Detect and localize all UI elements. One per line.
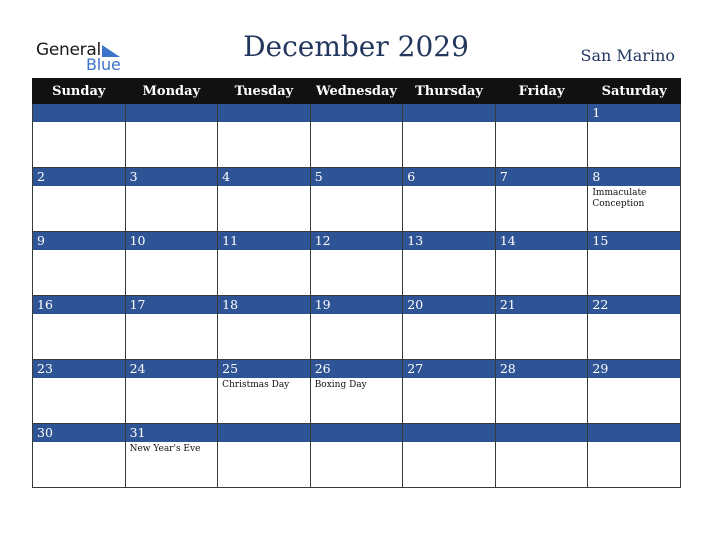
day-number: 17 xyxy=(126,296,218,314)
day-cell xyxy=(588,232,681,296)
weekday-header-row xyxy=(33,79,681,104)
weekday-header: Saturday xyxy=(588,79,681,104)
day-cell xyxy=(310,168,403,232)
day-cell xyxy=(33,232,126,296)
day-number: 16 xyxy=(33,296,125,314)
day-number: 19 xyxy=(311,296,403,314)
holiday-label xyxy=(588,314,680,316)
day-number xyxy=(588,424,680,442)
holiday-label xyxy=(311,250,403,252)
day-cell xyxy=(33,360,126,424)
weekday-header: Thursday xyxy=(403,79,496,104)
day-number: 1 xyxy=(588,104,680,122)
day-cell xyxy=(403,360,496,424)
holiday-label xyxy=(588,442,680,444)
day-number xyxy=(403,424,495,442)
holiday-label xyxy=(588,378,680,380)
day-number: 25 xyxy=(218,360,310,378)
holiday-label xyxy=(496,314,588,316)
day-cell xyxy=(33,168,126,232)
week-row xyxy=(33,104,681,168)
day-number: 18 xyxy=(218,296,310,314)
day-number: 10 xyxy=(126,232,218,250)
weekday-header: Monday xyxy=(125,79,218,104)
day-cell xyxy=(310,296,403,360)
calendar-title: December 2029 xyxy=(243,30,469,63)
day-number: 3 xyxy=(126,168,218,186)
day-cell xyxy=(403,168,496,232)
day-cell xyxy=(218,232,311,296)
day-number: 13 xyxy=(403,232,495,250)
holiday-label xyxy=(403,378,495,380)
day-cell xyxy=(403,424,496,488)
day-number: 20 xyxy=(403,296,495,314)
day-cell xyxy=(125,360,218,424)
week-row xyxy=(33,296,681,360)
day-number: 21 xyxy=(496,296,588,314)
holiday-label xyxy=(33,122,125,124)
day-cell xyxy=(495,424,588,488)
day-number: 2 xyxy=(33,168,125,186)
day-cell xyxy=(125,296,218,360)
day-number: 14 xyxy=(496,232,588,250)
day-cell xyxy=(495,296,588,360)
day-number: 24 xyxy=(126,360,218,378)
day-number: 9 xyxy=(33,232,125,250)
day-number: 5 xyxy=(311,168,403,186)
day-number: 4 xyxy=(218,168,310,186)
day-cell xyxy=(310,232,403,296)
holiday-label xyxy=(403,122,495,124)
day-cell xyxy=(125,104,218,168)
day-number: 15 xyxy=(588,232,680,250)
holiday-label xyxy=(218,314,310,316)
day-number: 22 xyxy=(588,296,680,314)
holiday-label xyxy=(311,122,403,124)
week-row xyxy=(33,232,681,296)
weekday-header: Wednesday xyxy=(310,79,403,104)
day-cell xyxy=(218,360,311,424)
holiday-label xyxy=(33,314,125,316)
day-cell xyxy=(403,296,496,360)
day-cell xyxy=(218,168,311,232)
holiday-label xyxy=(33,186,125,188)
holiday-label xyxy=(311,186,403,188)
day-number xyxy=(496,424,588,442)
holiday-label xyxy=(126,378,218,380)
month-calendar-grid xyxy=(32,78,681,488)
holiday-label xyxy=(403,250,495,252)
day-number xyxy=(496,104,588,122)
holiday-label xyxy=(403,442,495,444)
holiday-label xyxy=(33,250,125,252)
holiday-label xyxy=(403,314,495,316)
holiday-label xyxy=(311,442,403,444)
holiday-label xyxy=(496,250,588,252)
holiday-label xyxy=(126,314,218,316)
day-number xyxy=(403,104,495,122)
day-number xyxy=(218,424,310,442)
holiday-label xyxy=(218,442,310,444)
day-number: 8 xyxy=(588,168,680,186)
day-number: 12 xyxy=(311,232,403,250)
day-number xyxy=(218,104,310,122)
day-cell xyxy=(218,424,311,488)
weekday-header: Tuesday xyxy=(218,79,311,104)
holiday-label xyxy=(126,186,218,188)
holiday-label xyxy=(496,186,588,188)
day-number: 26 xyxy=(311,360,403,378)
day-cell xyxy=(495,104,588,168)
week-row xyxy=(33,424,681,488)
weekday-header: Friday xyxy=(495,79,588,104)
logo-word-general: General xyxy=(36,40,101,60)
day-number: 6 xyxy=(403,168,495,186)
day-number: 28 xyxy=(496,360,588,378)
day-number: 7 xyxy=(496,168,588,186)
holiday-label xyxy=(126,122,218,124)
holiday-label xyxy=(218,186,310,188)
day-cell xyxy=(403,104,496,168)
day-cell xyxy=(310,424,403,488)
day-number: 27 xyxy=(403,360,495,378)
day-number xyxy=(311,104,403,122)
holiday-label xyxy=(126,250,218,252)
holiday-label: Christmas Day xyxy=(222,380,290,390)
holiday-label xyxy=(403,186,495,188)
holiday-label xyxy=(496,378,588,380)
day-number xyxy=(33,104,125,122)
day-cell xyxy=(495,232,588,296)
day-cell xyxy=(495,360,588,424)
holiday-label: Boxing Day xyxy=(314,380,367,390)
day-cell xyxy=(588,360,681,424)
day-cell xyxy=(310,104,403,168)
day-cell xyxy=(588,104,681,168)
holiday-label xyxy=(218,250,310,252)
day-cell xyxy=(588,168,681,232)
day-cell xyxy=(125,424,218,488)
country-label: San Marino xyxy=(580,46,675,65)
holiday-label xyxy=(218,122,310,124)
day-number: 31 xyxy=(126,424,218,442)
holiday-label xyxy=(33,378,125,380)
day-number xyxy=(126,104,218,122)
day-number: 29 xyxy=(588,360,680,378)
day-cell xyxy=(495,168,588,232)
day-cell xyxy=(33,104,126,168)
day-cell xyxy=(310,360,403,424)
day-cell xyxy=(218,296,311,360)
holiday-label xyxy=(496,122,588,124)
weekday-header: Sunday xyxy=(33,79,126,104)
holiday-label xyxy=(588,250,680,252)
week-row xyxy=(33,168,681,232)
week-row xyxy=(33,360,681,424)
day-cell xyxy=(125,232,218,296)
holiday-label xyxy=(496,442,588,444)
holiday-label: New Year's Eve xyxy=(129,444,201,454)
holiday-label: Immaculate Conception xyxy=(592,188,647,209)
logo-word-blue: Blue xyxy=(86,55,121,74)
day-cell xyxy=(33,296,126,360)
day-number: 11 xyxy=(218,232,310,250)
day-number xyxy=(311,424,403,442)
holiday-label xyxy=(311,314,403,316)
day-cell xyxy=(588,424,681,488)
day-number: 30 xyxy=(33,424,125,442)
day-cell xyxy=(125,168,218,232)
day-cell xyxy=(403,232,496,296)
day-cell xyxy=(588,296,681,360)
day-cell xyxy=(33,424,126,488)
holiday-label xyxy=(33,442,125,444)
holiday-label xyxy=(588,122,680,124)
day-cell xyxy=(218,104,311,168)
day-number: 23 xyxy=(33,360,125,378)
